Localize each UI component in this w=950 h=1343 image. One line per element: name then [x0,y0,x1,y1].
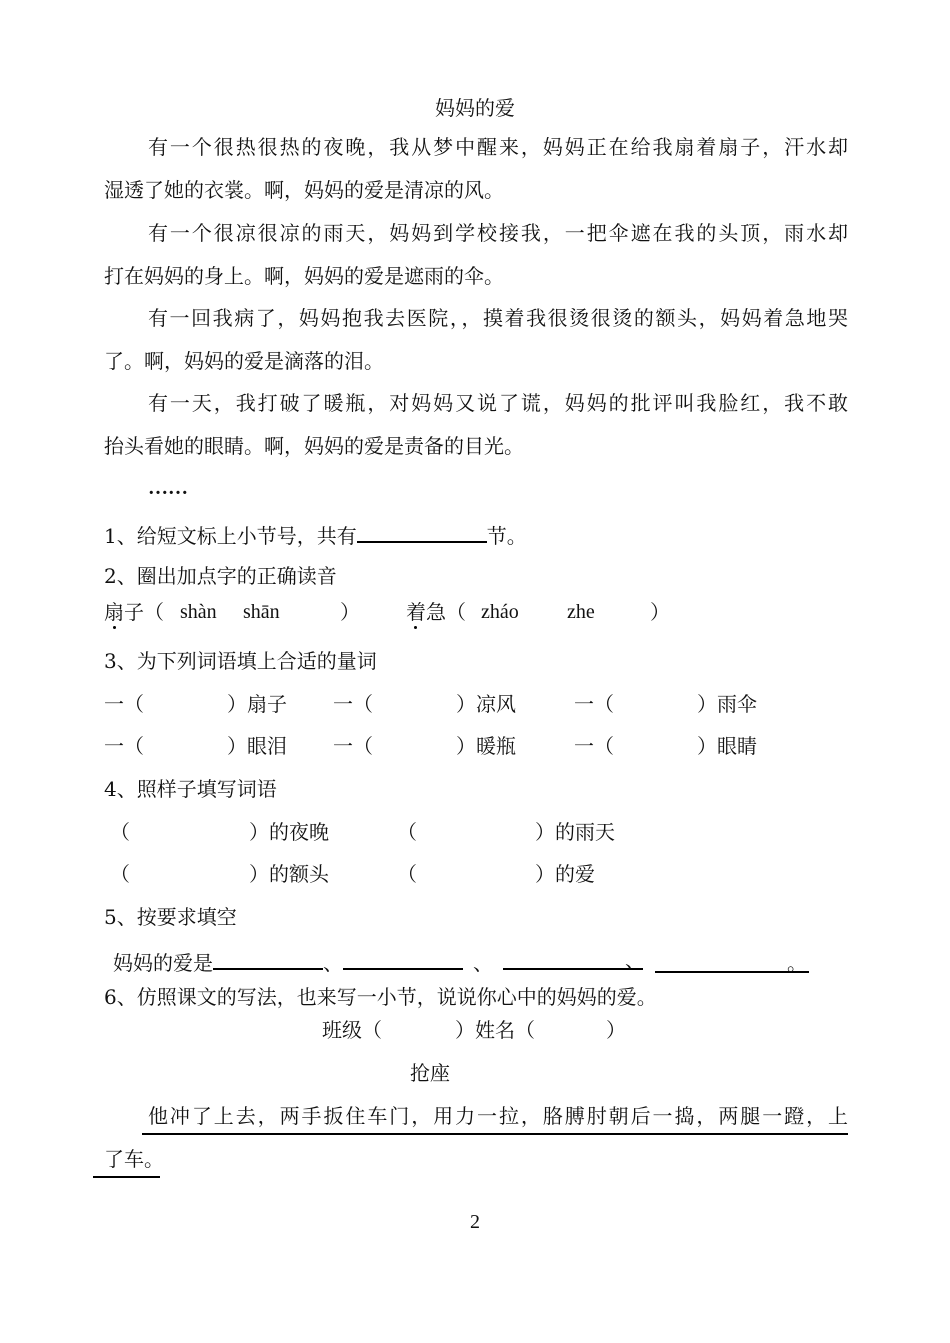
phrase-1-close: ）的夜晚 [249,820,329,844]
emphasis-dot-shan [113,626,116,629]
question-2-word-1-close: ） [340,600,360,624]
measure-word-2-open: 一（ [333,692,373,716]
name-close: ） [606,1018,626,1042]
question-1-prefix: 1、给短文标上小节号，共有 [104,524,357,548]
measure-word-5-open: 一（ [333,734,373,758]
ellipsis: …… [148,477,188,499]
phrase-4-open: （ [397,862,417,886]
excerpt-line-2: 了车。 [104,1147,164,1171]
question-2-word-2-close: ） [650,600,670,624]
measure-word-2-close: ）凉风 [456,692,516,716]
phrase-1-open: （ [110,820,130,844]
question-2-word-2: 着急（ [406,600,466,624]
question-5-blank-1[interactable] [213,950,323,970]
measure-word-1-open: 一（ [104,692,144,716]
measure-word-6-open: 一（ [574,734,614,758]
separator-1: 、 [323,951,343,975]
page-number: 2 [470,1211,480,1233]
paragraph-2-line-1: 有一个很凉很凉的雨天，妈妈到学校接我，一把伞遮在我的头顶，雨水却 [148,221,848,245]
measure-word-1-close: ）扇子 [227,692,287,716]
emphasis-dot-zhao [414,626,417,629]
phrase-2-close: ）的雨天 [535,820,615,844]
paragraph-3-line-1: 有一回我病了，妈妈抱我去医院，，摸着我很烫很烫的额头，妈妈着急地哭 [148,306,848,330]
phrase-3-open: （ [110,862,130,886]
measure-word-3-close: ）雨伞 [697,692,757,716]
question-5-blank-3[interactable] [503,950,643,970]
paragraph-2-line-2: 打在妈妈的身上。啊，妈妈的爱是遮雨的伞。 [104,264,504,288]
name-label: ）姓名（ [455,1018,535,1042]
excerpt-underline-2 [93,1176,160,1178]
paragraph-2 [104,212,848,298]
measure-word-4-close: ）眼泪 [227,734,287,758]
phrase-4-close: ）的爱 [535,862,595,886]
question-4: 4、照样子填写词语 [104,777,277,801]
question-6: 6、仿照课文的写法，也来写一小节，说说你心中的妈妈的爱。 [104,985,657,1009]
question-5-answer-line [113,950,809,973]
paragraph-3 [104,297,848,383]
paragraph-1-line-1: 有一个很热很热的夜晚，我从梦中醒来，妈妈正在给我扇着扇子，汗水却 [148,135,848,159]
class-label: 班级（ [322,1018,382,1042]
paragraph-3-line-2: 了。啊，妈妈的爱是滴落的泪。 [104,349,384,373]
question-2-word-1: 扇子（ [104,600,164,624]
paragraph-1-line-2: 湿透了她的衣裳。啊，妈妈的爱是清凉的风。 [104,178,504,202]
excerpt-line-1: 他冲了上去，两手扳住车门，用力一拉，胳膊肘朝后一捣，两腿一蹬，上 [148,1104,848,1128]
question-5-blank-2[interactable] [343,950,463,970]
paragraph-4-line-2: 抬头看她的眼睛。啊，妈妈的爱是责备的目光。 [104,434,524,458]
paragraph-4 [104,382,848,468]
question-3: 3、为下列词语填上合适的量词 [104,649,377,673]
question-1 [104,523,527,546]
measure-word-6-close: ）眼睛 [697,734,757,758]
title-mama-de-ai: 妈妈的爱 [435,96,515,120]
phrase-3-close: ）的额头 [249,862,329,886]
title-qiang-zuo: 抢座 [410,1061,450,1085]
question-5: 5、按要求填空 [104,905,237,929]
paragraph-4-line-1: 有一天，我打破了暖瓶，对妈妈又说了谎，妈妈的批评叫我脸红，我不敢 [148,391,848,415]
pinyin-zhe[interactable]: zhe [567,601,595,623]
measure-word-4-open: 一（ [104,734,144,758]
measure-word-3-open: 一（ [574,692,614,716]
pinyin-shan-1[interactable]: shān [243,601,280,623]
question-5-prefix: 妈妈的爱是 [113,951,213,975]
pinyin-zhao[interactable]: zháo [481,601,519,623]
separator-2: 、 [473,951,493,975]
question-5-end: 。 [787,951,807,975]
phrase-2-open: （ [397,820,417,844]
question-2: 2、圈出加点字的正确读音 [104,564,337,588]
pinyin-shan-4[interactable]: shàn [180,601,217,623]
separator-3: 、 [625,948,645,972]
excerpt-underline-1 [142,1133,848,1135]
paragraph-1 [104,126,848,212]
measure-word-5-close: ）暖瓶 [456,734,516,758]
question-1-blank[interactable] [357,523,487,543]
question-1-suffix: 节。 [486,524,527,548]
question-5-blank-4[interactable] [655,953,809,973]
